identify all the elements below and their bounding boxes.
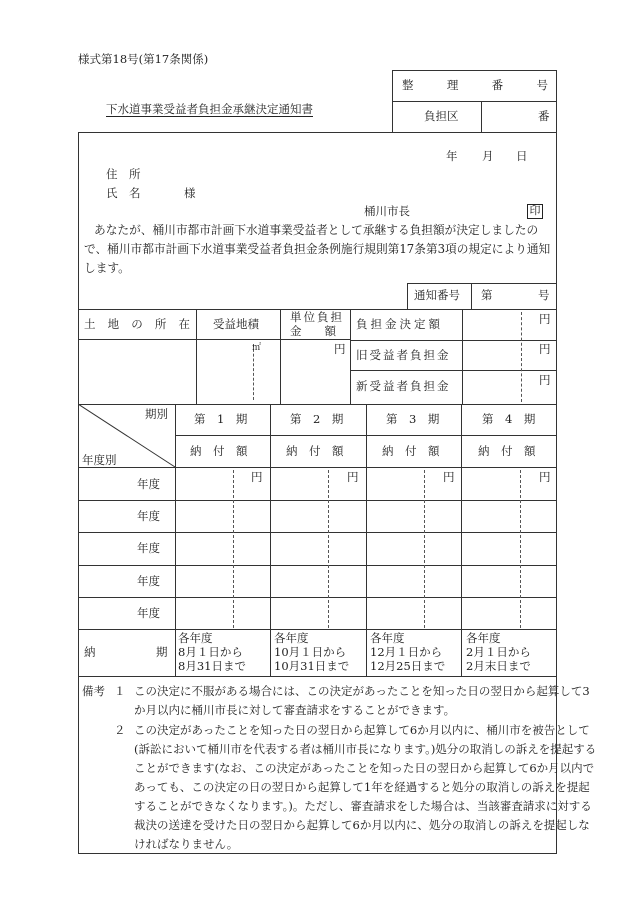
- yen-unit-2: 円: [347, 470, 359, 484]
- unit-price-label-2: 金 額: [290, 324, 336, 338]
- year-label: 年度別: [82, 453, 117, 467]
- area-unit: ㎡: [252, 343, 262, 353]
- name-label: 氏 名: [106, 186, 141, 200]
- due-3-c: 12月25日まで: [370, 659, 446, 673]
- due-label-1: 納: [84, 645, 96, 659]
- period-1-header: 第 1 期: [194, 412, 248, 426]
- year-row-5: 年度: [137, 606, 160, 620]
- due-2-c: 10月31日まで: [274, 659, 350, 673]
- year-row-2: 年度: [137, 509, 160, 523]
- remarks-item-2: この決定があったことを知った日の翌日から起算して6か月以内に、桶川市を被告として(訴訟において桶川市を代表する者は桶川市長になります。)処分の取消しの訴えを提起することができます(なお、この決定があったことを知った日の翌日から起算して6か月以内であっても、この決定の日の翌日から起算して1年を経過すると処分の取消しの訴えを提起することができなくなります。)。ただし、審査請求をした場合は、当該審査請求に対する裁決の送達を受けた日の翌日から起算して6か月以内に、処分の取消しの訴えを提起しなければなりません。: [134, 723, 597, 851]
- payment-amount-3: 納 付 額: [382, 444, 440, 458]
- notice-go-label: 号: [538, 288, 550, 302]
- document-title: 下水道事業受益者負担金承継決定通知書: [106, 102, 313, 116]
- body-line-1: あなたが、桶川市都市計画下水道事業受益者として承継する負担額が決定しましたの: [94, 223, 539, 237]
- payment-amount-4: 納 付 額: [478, 444, 536, 458]
- date-day: 日: [516, 149, 528, 163]
- unit-price-yen: 円: [334, 342, 346, 356]
- honorific-sama: 様: [184, 186, 196, 200]
- mayor-label: 桶川市長: [364, 204, 410, 218]
- period-4-header: 第 4 期: [482, 412, 536, 426]
- due-2-a: 各年度: [274, 631, 309, 645]
- remarks-label: 備考: [82, 684, 105, 698]
- period-2-header: 第 2 期: [290, 412, 344, 426]
- registry-number-label: 整 理 番 号: [402, 78, 548, 92]
- due-4-a: 各年度: [466, 631, 501, 645]
- land-location-label: 土 地 の 所 在: [84, 317, 190, 331]
- due-3-b: 12月１日から: [370, 645, 443, 659]
- yen-unit-1: 円: [251, 470, 263, 484]
- due-4-c: 2月末日まで: [466, 659, 531, 673]
- new-beneficiary-label: 新受益者負担金: [356, 379, 451, 393]
- payment-amount-1: 納 付 額: [190, 444, 248, 458]
- due-1-a: 各年度: [178, 631, 213, 645]
- period-3-header: 第 3 期: [386, 412, 440, 426]
- body-line-3: します。: [84, 261, 130, 275]
- due-3-a: 各年度: [370, 631, 405, 645]
- decided-amount-label: 負担金決定額: [356, 317, 443, 331]
- year-row-4: 年度: [137, 574, 160, 588]
- due-1-c: 8月31日まで: [178, 659, 246, 673]
- remarks-item-1: この決定に不服がある場合には、この決定があったことを知った日の翌日から起算して3か月以内に桶川市長に対して審査請求をすることができます。: [134, 684, 590, 717]
- benefit-area-label: 受益地積: [213, 317, 259, 331]
- notice-dai-label: 第: [481, 288, 493, 302]
- due-label-2: 期: [156, 645, 168, 659]
- payment-amount-2: 納 付 額: [286, 444, 344, 458]
- due-4-b: 2月１日から: [466, 645, 531, 659]
- former-beneficiary-label: 旧受益者負担金: [356, 348, 451, 362]
- ban-label: 番: [538, 109, 550, 123]
- unit-price-label-1: 単位負担: [290, 310, 344, 324]
- decided-amount-yen: 円: [539, 312, 551, 326]
- former-beneficiary-yen: 円: [539, 342, 551, 356]
- due-2-b: 10月１日から: [274, 645, 347, 659]
- new-beneficiary-yen: 円: [539, 373, 551, 387]
- yen-unit-3: 円: [443, 470, 455, 484]
- year-row-3: 年度: [137, 541, 160, 555]
- period-label: 期別: [145, 407, 168, 421]
- yen-unit-4: 円: [539, 470, 551, 484]
- date-year: 年: [446, 149, 458, 163]
- year-row-1: 年度: [137, 477, 160, 491]
- body-line-2: で、桶川市都市計画下水道事業受益者負担金条例施行規則第17条第3項の規定により通知: [84, 242, 551, 256]
- notice-number-label: 通知番号: [414, 288, 460, 302]
- address-label: 住 所: [106, 167, 141, 181]
- form-number: 様式第18号(第17条関係): [78, 52, 209, 66]
- remarks-item-1-number: １: [114, 684, 126, 698]
- date-month: 月: [482, 149, 494, 163]
- burden-area-label: 負担区: [424, 109, 459, 123]
- seal-mark: 印: [527, 204, 543, 219]
- remarks-item-2-number: ２: [114, 723, 126, 737]
- due-1-b: 8月１日から: [178, 645, 243, 659]
